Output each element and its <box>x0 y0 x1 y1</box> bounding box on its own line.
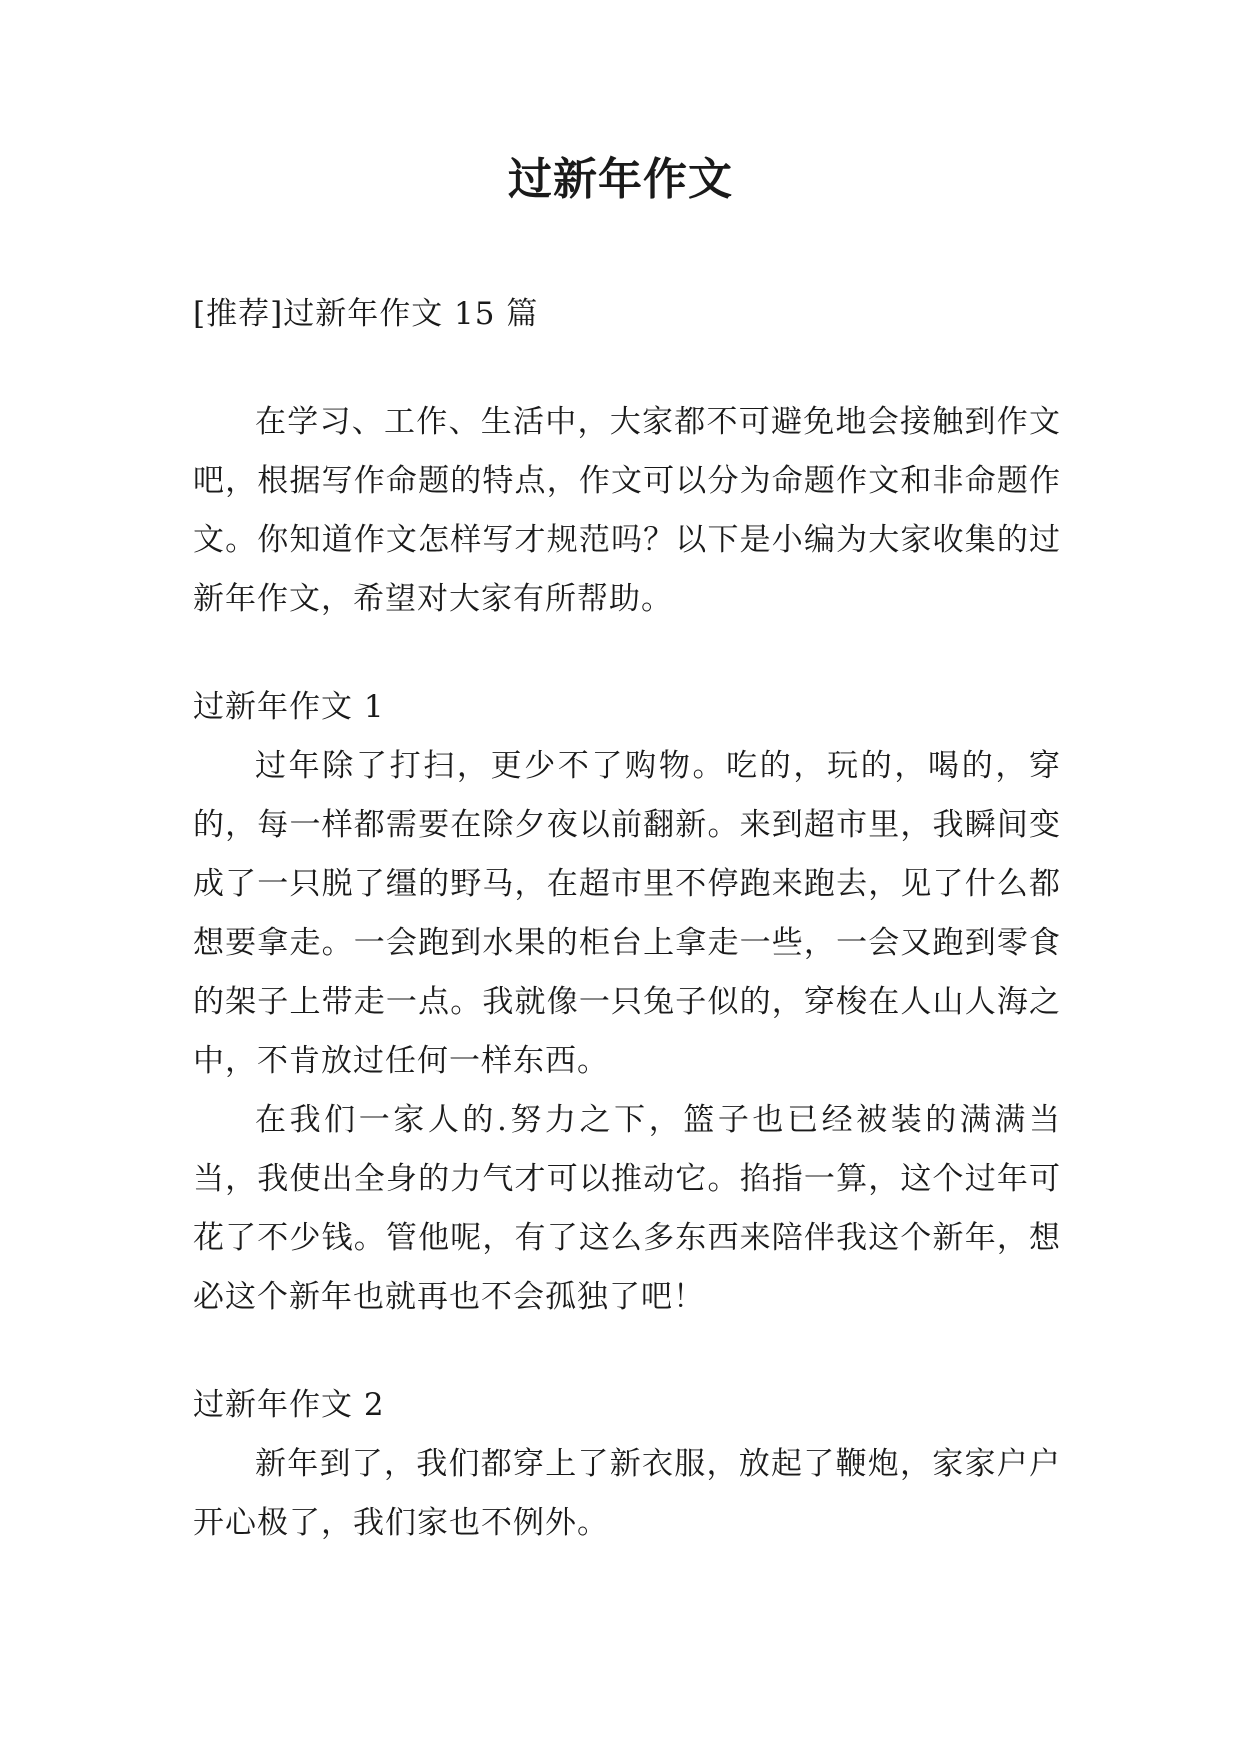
document-subtitle: [推荐]过新年作文 15 篇 <box>193 296 539 332</box>
document-body <box>193 285 1061 1553</box>
section-paragraph: 新年到了，我们都穿上了新衣服，放起了鞭炮，家家户户开心极了，我们家也不例外。 <box>193 1446 1061 1541</box>
intro-paragraph: 在学习、工作、生活中，大家都不可避免地会接触到作文吧，根据写作命题的特点，作文可以分为命题作文和非命题作文。你知道作文怎样写才规范吗？以下是小编为大家收集的过新年作文，希望对大家有所帮助。 <box>193 404 1061 617</box>
document-title: 过新年作文 <box>508 154 733 205</box>
section-paragraph: 在我们一家人的.努力之下，篮子也已经被装的满满当当，我使出全身的力气才可以推动它。掐指一算，这个过年可花了不少钱。管他呢，有了这么多东西来陪伴我这个新年，想必这个新年也就再也不会孤独了吧！ <box>193 1102 1061 1315</box>
section-heading: 过新年作文 2 <box>193 1387 385 1423</box>
section-paragraph: 过年除了打扫，更少不了购物。吃的，玩的，喝的，穿的，每一样都需要在除夕夜以前翻新。来到超市里，我瞬间变成了一只脱了缰的野马，在超市里不停跑来跑去，见了什么都想要拿走。一会跑到水果的柜台上拿走一些，一会又跑到零食的架子上带走一点。我就像一只兔子似的，穿梭在人山人海之中，不肯放过任何一样东西。 <box>193 748 1061 1079</box>
essay-section-1 <box>193 678 1061 1327</box>
section-heading: 过新年作文 1 <box>193 689 385 725</box>
essay-section-2 <box>193 1376 1061 1553</box>
